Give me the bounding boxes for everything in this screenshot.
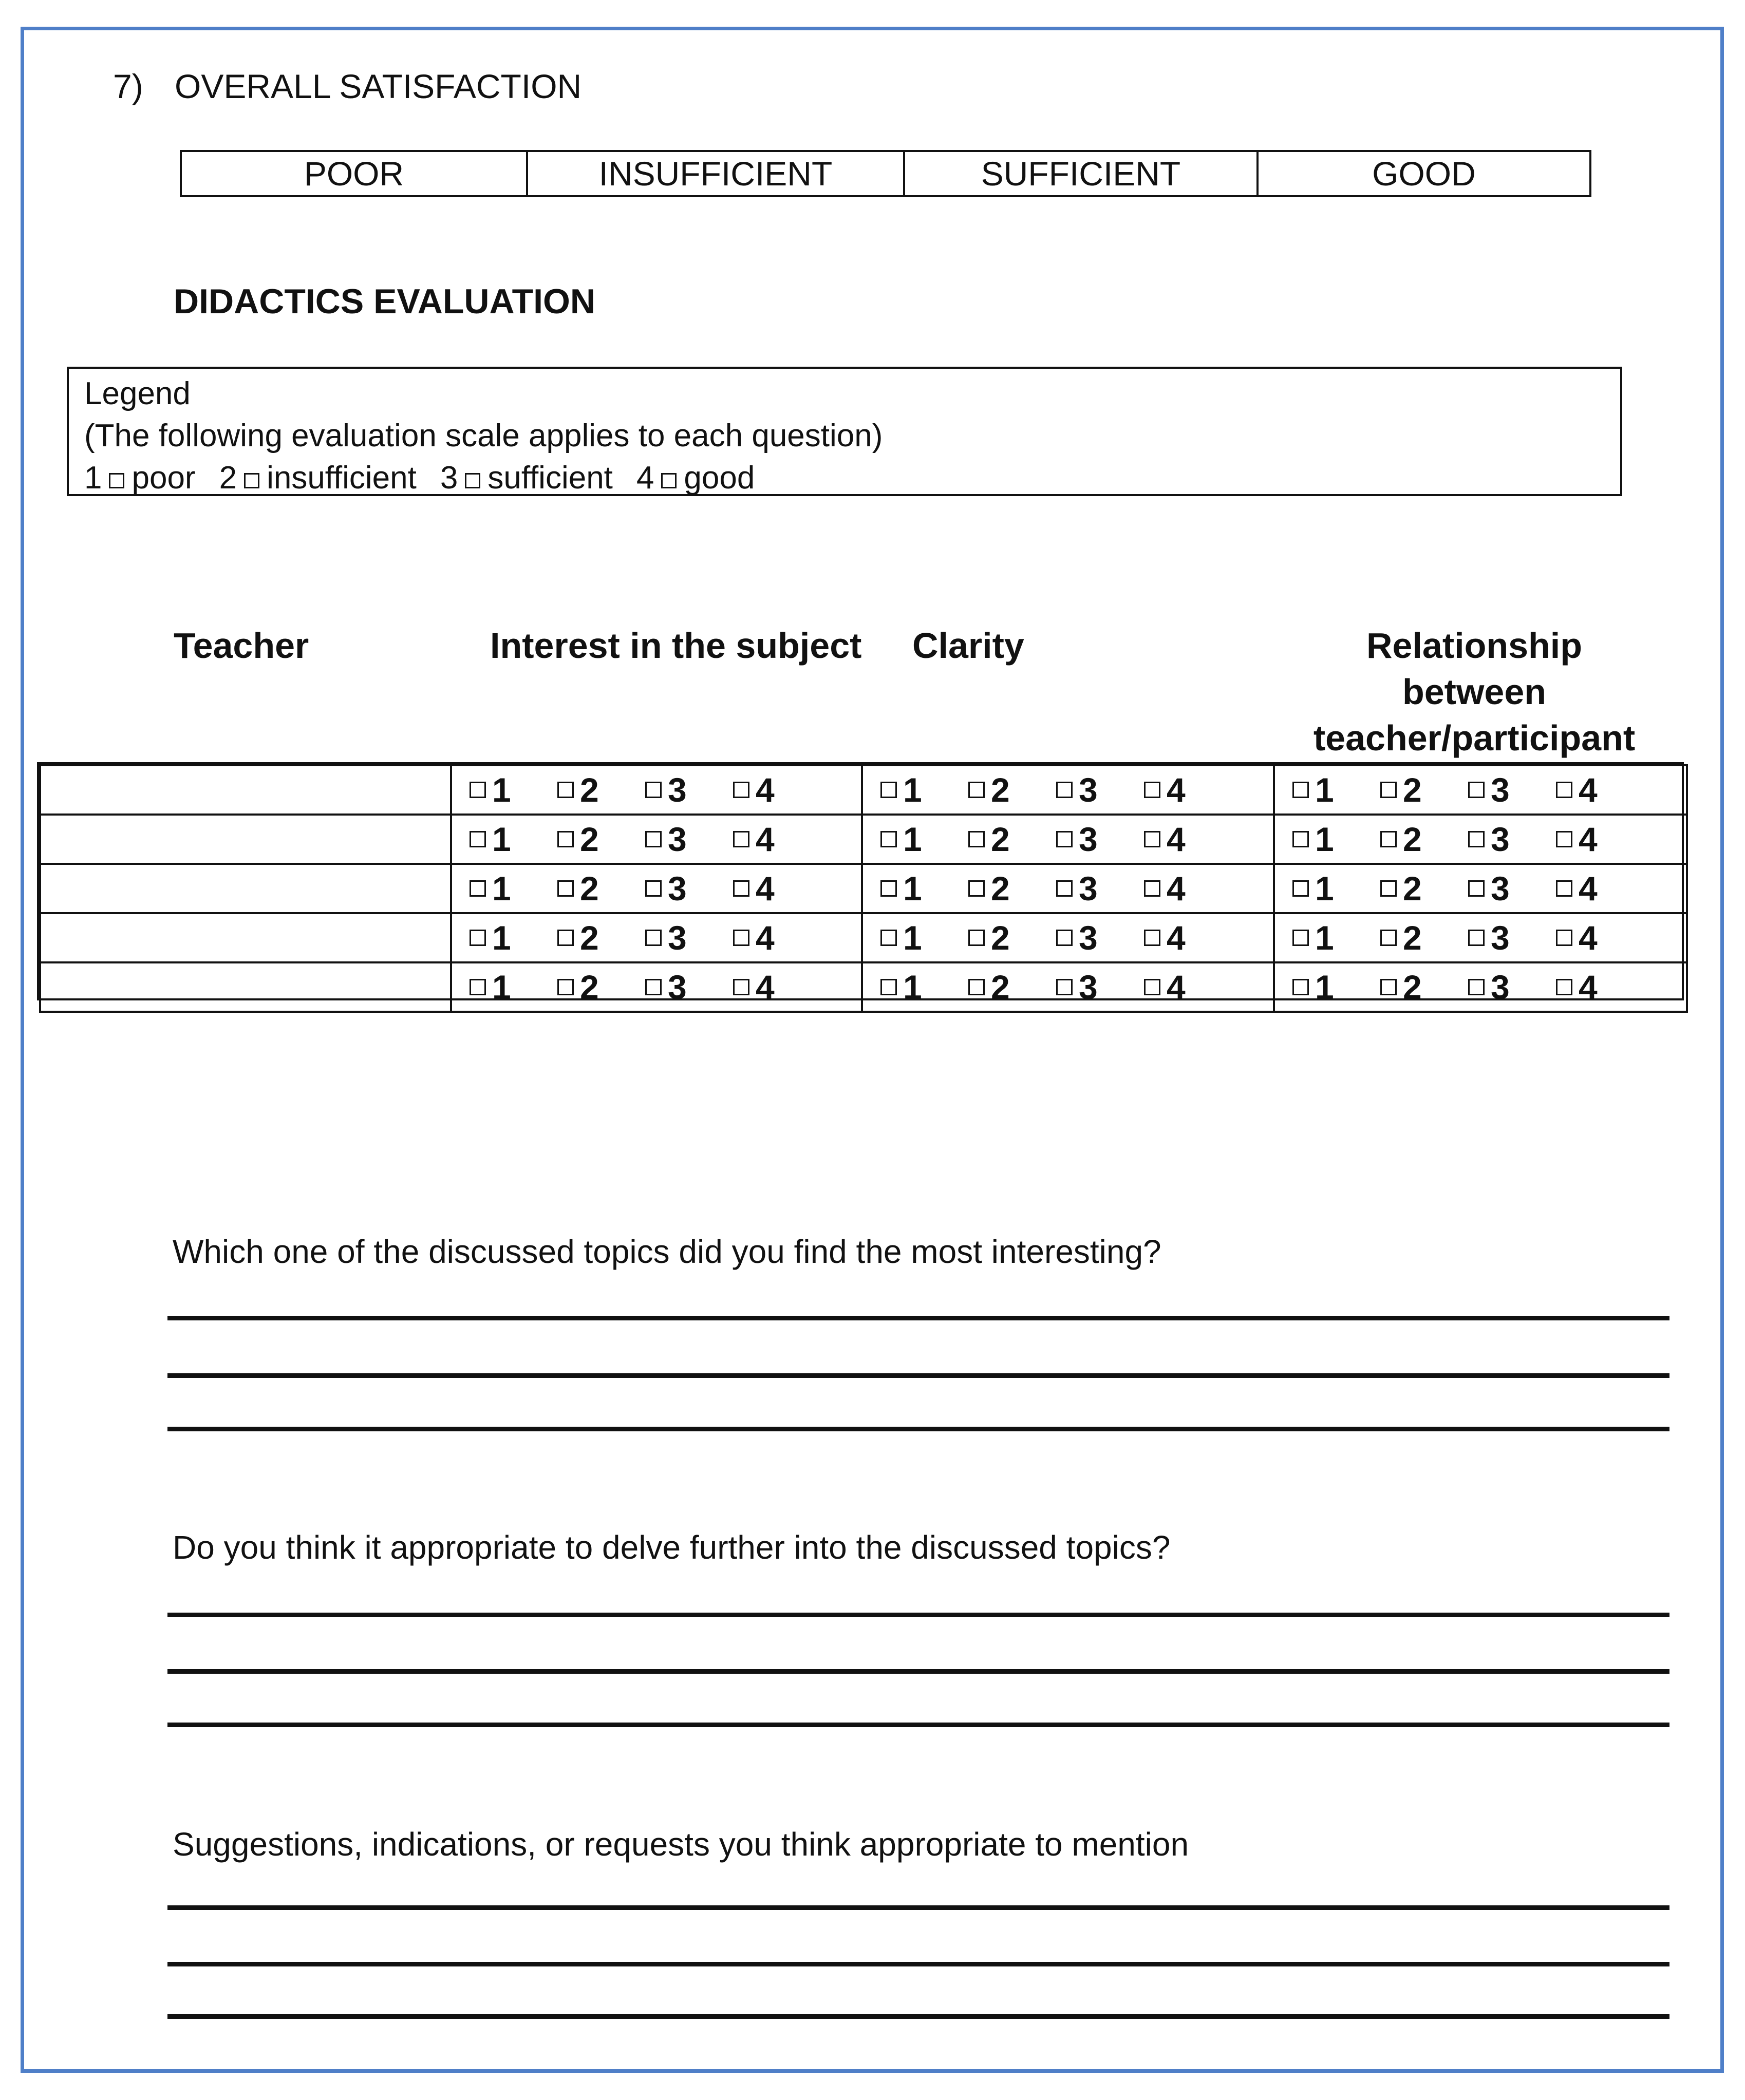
rating-value: 4 <box>1579 968 1598 1006</box>
rating-value: 2 <box>580 820 599 858</box>
rating-option[interactable] <box>645 918 733 957</box>
legend-num: 1 <box>84 460 102 496</box>
rating-value: 4 <box>756 968 775 1006</box>
rating-cell-relationship <box>1274 962 1687 1012</box>
rating-option[interactable] <box>470 869 557 908</box>
question-delve-further: Do you think it appropriate to delve further into the discussed topics? <box>173 1529 1171 1566</box>
checkbox-icon[interactable] <box>733 831 749 847</box>
checkbox-icon[interactable] <box>645 831 662 847</box>
rating-option[interactable] <box>1468 820 1556 859</box>
scale-poor[interactable]: POOR <box>182 152 528 195</box>
teacher-name-cell[interactable] <box>40 864 451 913</box>
rating-options <box>452 770 861 809</box>
rating-options <box>1275 968 1686 1007</box>
didactics-title: DIDACTICS EVALUATION <box>174 282 596 321</box>
rating-value: 1 <box>1315 820 1334 858</box>
rating-option[interactable] <box>733 918 821 957</box>
checkbox-icon[interactable] <box>880 880 897 897</box>
rating-value: 1 <box>1315 968 1334 1006</box>
question-suggestions: Suggestions, indications, or requests you think appropriate to mention <box>173 1826 1189 1863</box>
legend-item <box>84 457 196 499</box>
rating-value: 4 <box>1167 869 1186 907</box>
table-row <box>40 765 1687 815</box>
col-header-relationship-line1: Relationship <box>1366 626 1583 666</box>
rating-value: 3 <box>668 820 687 858</box>
question-most-interesting: Which one of the discussed topics did you find the most interesting? <box>173 1233 1161 1270</box>
rating-value: 1 <box>903 919 922 957</box>
checkbox-icon[interactable] <box>557 880 574 897</box>
rating-value: 3 <box>1491 820 1510 858</box>
rating-option[interactable] <box>1468 968 1556 1007</box>
rating-options <box>1275 918 1686 957</box>
rating-value: 3 <box>668 771 687 809</box>
checkbox-icon[interactable] <box>880 979 897 995</box>
rating-option[interactable] <box>1556 820 1644 859</box>
legend-title: Legend <box>84 376 191 411</box>
col-header-interest: Interest in the subject <box>490 626 862 666</box>
checkbox-icon[interactable] <box>470 979 486 995</box>
rating-value: 4 <box>1167 771 1186 809</box>
rating-option[interactable] <box>880 869 968 908</box>
rating-value: 1 <box>492 869 511 907</box>
table-row <box>40 962 1687 1012</box>
checkbox-icon[interactable] <box>1056 782 1073 798</box>
table-row <box>40 913 1687 962</box>
checkbox-icon[interactable] <box>1468 782 1485 798</box>
rating-value: 1 <box>492 771 511 809</box>
rating-option[interactable] <box>1380 770 1468 809</box>
rating-option[interactable] <box>1468 770 1556 809</box>
rating-cell-interest <box>451 864 862 913</box>
checkbox-icon[interactable] <box>557 782 574 798</box>
rating-option[interactable] <box>1556 918 1644 957</box>
legend-label: good <box>684 460 755 496</box>
overall-satisfaction-heading <box>113 67 581 106</box>
rating-value: 2 <box>580 869 599 907</box>
rating-value: 3 <box>1491 869 1510 907</box>
checkbox-icon[interactable] <box>1056 930 1073 946</box>
rating-options <box>863 918 1273 957</box>
checkbox-icon[interactable] <box>645 880 662 897</box>
rating-option[interactable] <box>1056 770 1144 809</box>
scale-good[interactable]: GOOD <box>1372 155 1476 193</box>
rating-cell-relationship <box>1274 864 1687 913</box>
rating-cell-clarity <box>862 765 1274 815</box>
rating-option[interactable] <box>557 869 645 908</box>
rating-cell-interest <box>451 913 862 962</box>
rating-value: 2 <box>580 771 599 809</box>
checkbox-icon[interactable] <box>1292 880 1309 897</box>
rating-value: 4 <box>756 869 775 907</box>
checkbox-icon[interactable] <box>1556 831 1572 847</box>
rating-option[interactable] <box>645 968 733 1007</box>
rating-value: 3 <box>1491 968 1510 1006</box>
rating-option[interactable] <box>1468 869 1556 908</box>
checkbox-icon[interactable] <box>1556 979 1572 995</box>
checkbox-icon <box>661 473 677 488</box>
legend-num: 4 <box>636 460 654 496</box>
rating-value: 4 <box>1579 869 1598 907</box>
answer-line[interactable] <box>167 2014 1669 2019</box>
rating-value: 3 <box>1079 771 1098 809</box>
checkbox-icon[interactable] <box>557 831 574 847</box>
rating-option[interactable] <box>1556 968 1644 1007</box>
rating-cell-interest <box>451 815 862 864</box>
rating-option[interactable] <box>1292 968 1380 1007</box>
answer-line[interactable] <box>167 1669 1669 1674</box>
rating-option[interactable] <box>470 770 557 809</box>
legend-num: 2 <box>219 460 237 496</box>
answer-line[interactable] <box>167 1373 1669 1378</box>
rating-option[interactable] <box>1380 820 1468 859</box>
answer-line[interactable] <box>167 1427 1669 1431</box>
rating-options <box>863 968 1273 1007</box>
checkbox-icon[interactable] <box>1468 880 1485 897</box>
rating-value: 1 <box>903 869 922 907</box>
legend-item <box>440 457 613 499</box>
rating-option[interactable] <box>968 968 1056 1007</box>
rating-value: 4 <box>756 820 775 858</box>
rating-cell-interest <box>451 962 862 1012</box>
checkbox-icon[interactable] <box>733 979 749 995</box>
checkbox-icon[interactable] <box>1556 782 1572 798</box>
checkbox-icon[interactable] <box>470 930 486 946</box>
rating-option[interactable] <box>1056 918 1144 957</box>
checkbox-icon[interactable] <box>557 930 574 946</box>
checkbox-icon[interactable] <box>968 831 985 847</box>
rating-value: 1 <box>492 968 511 1006</box>
table-row <box>40 815 1687 864</box>
rating-value: 1 <box>903 820 922 858</box>
scale-insufficient[interactable]: INSUFFICIENT <box>528 152 905 195</box>
rating-value: 3 <box>1079 968 1098 1006</box>
checkbox-icon[interactable] <box>1468 831 1485 847</box>
col-header-clarity: Clarity <box>912 626 1024 666</box>
rating-option[interactable] <box>557 820 645 859</box>
checkbox-icon[interactable] <box>470 782 486 798</box>
checkbox-icon[interactable] <box>1056 831 1073 847</box>
checkbox-icon[interactable] <box>880 831 897 847</box>
rating-cell-relationship <box>1274 765 1687 815</box>
rating-options <box>1275 820 1686 859</box>
rating-option[interactable] <box>880 770 968 809</box>
answer-line[interactable] <box>167 1905 1669 1910</box>
rating-options <box>452 968 861 1007</box>
rating-option[interactable] <box>733 869 821 908</box>
rating-options <box>863 770 1273 809</box>
rating-option[interactable] <box>880 968 968 1007</box>
scale-sufficient[interactable]: SUFFICIENT <box>905 152 1259 195</box>
rating-option[interactable] <box>1380 869 1468 908</box>
checkbox-icon[interactable] <box>1468 979 1485 995</box>
rating-option[interactable] <box>1380 968 1468 1007</box>
checkbox-icon[interactable] <box>1556 880 1572 897</box>
rating-option[interactable] <box>1144 869 1232 908</box>
checkbox-icon[interactable] <box>645 979 662 995</box>
col-header-relationship <box>1310 622 1639 761</box>
rating-cell-clarity <box>862 815 1274 864</box>
checkbox-icon[interactable] <box>470 880 486 897</box>
rating-value: 1 <box>1315 771 1334 809</box>
rating-option[interactable] <box>557 918 645 957</box>
rating-value: 2 <box>1403 771 1422 809</box>
rating-value: 2 <box>991 968 1010 1006</box>
rating-value: 2 <box>991 771 1010 809</box>
legend-label: poor <box>132 460 196 496</box>
rating-options <box>452 869 861 908</box>
teacher-name-cell[interactable] <box>40 765 451 815</box>
rating-cell-clarity <box>862 962 1274 1012</box>
checkbox-icon[interactable] <box>1144 782 1160 798</box>
checkbox-icon[interactable] <box>733 930 749 946</box>
answer-line[interactable] <box>167 1723 1669 1727</box>
legend-item <box>636 457 755 499</box>
checkbox-icon[interactable] <box>880 782 897 798</box>
rating-option[interactable] <box>1056 869 1144 908</box>
rating-value: 2 <box>1403 820 1422 858</box>
checkbox-icon[interactable] <box>880 930 897 946</box>
legend-item <box>219 457 417 499</box>
rating-value: 1 <box>1315 869 1334 907</box>
rating-value: 3 <box>1491 919 1510 957</box>
rating-value: 4 <box>1167 919 1186 957</box>
rating-option[interactable] <box>1468 918 1556 957</box>
evaluation-table-body <box>40 765 1687 1012</box>
rating-options <box>1275 770 1686 809</box>
rating-value: 2 <box>1403 869 1422 907</box>
rating-option[interactable] <box>968 820 1056 859</box>
rating-option[interactable] <box>880 820 968 859</box>
rating-option[interactable] <box>1292 820 1380 859</box>
rating-options <box>452 820 861 859</box>
rating-value: 3 <box>1079 919 1098 957</box>
rating-option[interactable] <box>645 770 733 809</box>
rating-option[interactable] <box>733 820 821 859</box>
checkbox-icon[interactable] <box>968 930 985 946</box>
checkbox-icon[interactable] <box>1292 930 1309 946</box>
rating-value: 4 <box>1579 771 1598 809</box>
checkbox-icon[interactable] <box>733 880 749 897</box>
rating-value: 2 <box>580 968 599 1006</box>
rating-option[interactable] <box>1144 918 1232 957</box>
section-title: OVERALL SATISFACTION <box>175 67 582 105</box>
rating-options <box>863 869 1273 908</box>
rating-value: 1 <box>903 771 922 809</box>
rating-option[interactable] <box>733 770 821 809</box>
teacher-name-cell[interactable] <box>40 962 451 1012</box>
legend-box <box>67 367 1622 496</box>
rating-cell-relationship <box>1274 815 1687 864</box>
rating-value: 2 <box>991 919 1010 957</box>
teacher-name-cell[interactable] <box>40 815 451 864</box>
rating-cell-clarity <box>862 913 1274 962</box>
rating-value: 3 <box>1079 820 1098 858</box>
rating-cell-relationship <box>1274 913 1687 962</box>
checkbox-icon <box>465 473 480 488</box>
rating-cell-clarity <box>862 864 1274 913</box>
col-header-relationship-line3: teacher/participant <box>1313 718 1636 758</box>
checkbox-icon[interactable] <box>1380 930 1397 946</box>
checkbox-icon[interactable] <box>1380 880 1397 897</box>
checkbox-icon[interactable] <box>1556 930 1572 946</box>
rating-option[interactable] <box>968 770 1056 809</box>
rating-option[interactable] <box>470 820 557 859</box>
rating-option[interactable] <box>645 820 733 859</box>
rating-option[interactable] <box>645 869 733 908</box>
col-header-teacher: Teacher <box>174 626 309 666</box>
checkbox-icon[interactable] <box>557 979 574 995</box>
rating-value: 4 <box>1167 968 1186 1006</box>
checkbox-icon <box>109 473 124 488</box>
rating-option[interactable] <box>1556 869 1644 908</box>
legend-note: (The following evaluation scale applies to each question) <box>84 418 883 453</box>
checkbox-icon[interactable] <box>470 831 486 847</box>
checkbox-icon[interactable] <box>968 782 985 798</box>
col-header-relationship-line2: between <box>1402 672 1547 712</box>
rating-value: 4 <box>1579 919 1598 957</box>
checkbox-icon[interactable] <box>1380 782 1397 798</box>
rating-value: 1 <box>492 820 511 858</box>
rating-options <box>863 820 1273 859</box>
table-row <box>40 864 1687 913</box>
teacher-name-cell[interactable] <box>40 913 451 962</box>
satisfaction-scale <box>180 150 1591 197</box>
rating-option[interactable] <box>1144 820 1232 859</box>
answer-line[interactable] <box>167 1613 1669 1617</box>
rating-option[interactable] <box>470 918 557 957</box>
rating-option[interactable] <box>880 918 968 957</box>
rating-value: 2 <box>580 919 599 957</box>
rating-option[interactable] <box>1292 770 1380 809</box>
checkbox-icon[interactable] <box>968 979 985 995</box>
legend-scale <box>84 457 1605 499</box>
checkbox-icon[interactable] <box>733 782 749 798</box>
checkbox-icon[interactable] <box>645 782 662 798</box>
evaluation-table <box>37 762 1684 1006</box>
rating-cell-interest <box>451 765 862 815</box>
rating-option[interactable] <box>557 770 645 809</box>
rating-option[interactable] <box>1144 770 1232 809</box>
rating-value: 3 <box>1491 771 1510 809</box>
rating-option[interactable] <box>1056 820 1144 859</box>
rating-option[interactable] <box>1380 918 1468 957</box>
checkbox-icon[interactable] <box>1292 979 1309 995</box>
legend-num: 3 <box>440 460 458 496</box>
checkbox-icon[interactable] <box>1056 979 1073 995</box>
rating-option[interactable] <box>470 968 557 1007</box>
answer-line[interactable] <box>167 1962 1669 1966</box>
rating-option[interactable] <box>968 918 1056 957</box>
rating-option[interactable] <box>1056 968 1144 1007</box>
legend-label: sufficient <box>487 460 613 496</box>
rating-option[interactable] <box>1292 918 1380 957</box>
checkbox-icon[interactable] <box>1468 930 1485 946</box>
checkbox-icon[interactable] <box>1144 880 1160 897</box>
legend-label: insufficient <box>267 460 417 496</box>
rating-value: 2 <box>991 820 1010 858</box>
checkbox-icon[interactable] <box>1144 930 1160 946</box>
checkbox-icon[interactable] <box>1144 831 1160 847</box>
rating-value: 1 <box>492 919 511 957</box>
rating-value: 1 <box>1315 919 1334 957</box>
rating-value: 4 <box>1167 820 1186 858</box>
rating-value: 2 <box>1403 919 1422 957</box>
checkbox-icon[interactable] <box>1380 831 1397 847</box>
rating-option[interactable] <box>1292 869 1380 908</box>
rating-value: 2 <box>1403 968 1422 1006</box>
checkbox-icon[interactable] <box>968 880 985 897</box>
rating-option[interactable] <box>1144 968 1232 1007</box>
section-number: 7) <box>113 67 143 105</box>
checkbox-icon[interactable] <box>1380 979 1397 995</box>
checkbox-icon <box>244 473 259 488</box>
checkbox-icon[interactable] <box>1056 880 1073 897</box>
rating-value: 4 <box>756 919 775 957</box>
rating-value: 4 <box>756 771 775 809</box>
rating-option[interactable] <box>557 968 645 1007</box>
rating-value: 4 <box>1579 820 1598 858</box>
checkbox-icon[interactable] <box>645 930 662 946</box>
checkbox-icon[interactable] <box>1144 979 1160 995</box>
page-frame <box>21 27 1724 2073</box>
rating-option[interactable] <box>733 968 821 1007</box>
answer-line[interactable] <box>167 1316 1669 1320</box>
rating-options <box>1275 869 1686 908</box>
rating-value: 3 <box>668 869 687 907</box>
rating-option[interactable] <box>1556 770 1644 809</box>
rating-value: 3 <box>668 919 687 957</box>
rating-value: 3 <box>1079 869 1098 907</box>
rating-options <box>452 918 861 957</box>
rating-value: 1 <box>903 968 922 1006</box>
rating-value: 3 <box>668 968 687 1006</box>
checkbox-icon[interactable] <box>1292 782 1309 798</box>
rating-option[interactable] <box>968 869 1056 908</box>
checkbox-icon[interactable] <box>1292 831 1309 847</box>
rating-value: 2 <box>991 869 1010 907</box>
